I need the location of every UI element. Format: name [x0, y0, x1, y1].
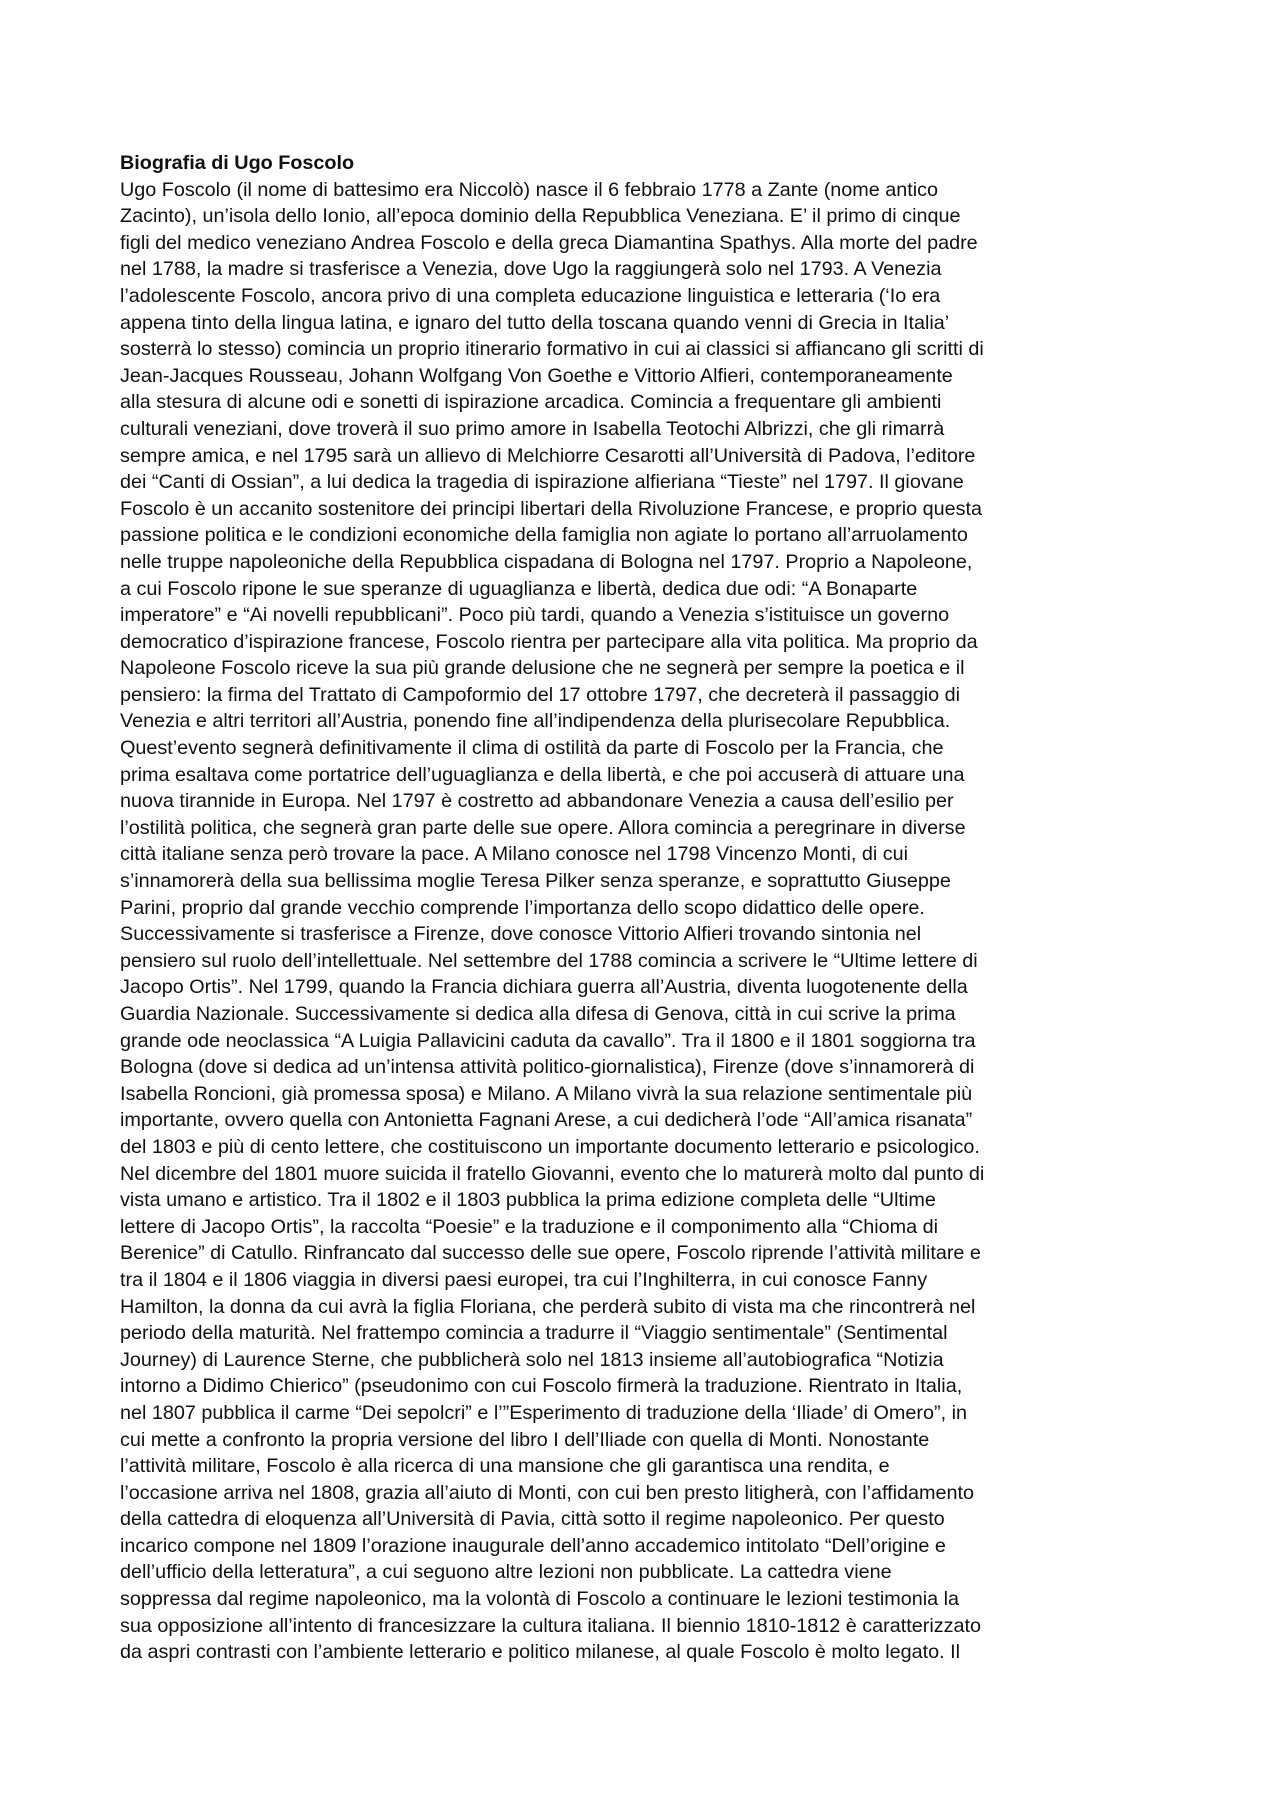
- text-line: Jacopo Ortis”. Nel 1799, quando la Francia dichiara guerra all’Austria, diventa luogotenente della: [120, 976, 968, 999]
- text-line: imperatore” e “Ai novelli repubblicani”. Poco più tardi, quando a Venezia s’istituisce un governo: [120, 604, 950, 627]
- text-line: Guardia Nazionale. Successivamente si dedica alla difesa di Genova, città in cui scrive la prima: [120, 1003, 956, 1025]
- text-line: nuova tirannide in Europa. Nel 1797 è costretto ad abbandonare Venezia a causa dell’esilio per: [120, 790, 954, 813]
- text-line: l’occasione arriva nel 1808, grazia all’aiuto di Monti, con cui ben presto litigherà, con l’affidamento: [120, 1481, 975, 1504]
- text-line: sosterrà lo stesso) comincia un proprio itinerario formativo in cui ai classici si affiancano gli scritti di: [120, 338, 984, 361]
- text-line: soppressa dal regime napoleonico, ma la volontà di Foscolo a continuare le lezioni testimonia la: [120, 1588, 959, 1611]
- text-line: Jean-Jacques Rousseau, Johann Wolfgang Von Goethe e Vittorio Alfieri, contemporaneamente: [120, 364, 953, 387]
- text-line: importante, ovvero quella con Antonietta Fagnani Arese, a cui dedicherà l’ode “All’amica risanata”: [120, 1109, 973, 1132]
- text-line: tra il 1804 e il 1806 viaggia in diversi paesi europei, tra cui l’Inghilterra, in cui conosce Fanny: [120, 1268, 928, 1291]
- text-line: nel 1807 pubblica il carme “Dei sepolcri” e l’”Esperimento di traduzione della ‘Iliade’ di Omero”, in: [120, 1401, 967, 1424]
- document-body: [120, 177, 1164, 1666]
- text-line: Napoleone Foscolo riceve la sua più grande delusione che ne segnerà per sempre la poetica e il: [120, 657, 965, 680]
- text-line: Isabella Roncioni, già promessa sposa) e Milano. A Milano vivrà la sua relazione sentimentale più: [120, 1082, 973, 1105]
- text-line: incarico compone nel 1809 l’orazione inaugurale dell’anno accademico intitolato “Dell’origine e: [120, 1534, 946, 1557]
- text-line: l’adolescente Foscolo, ancora privo di una completa educazione linguistica e letteraria (‘Io era: [120, 284, 941, 307]
- document-title: Biografia di Ugo Foscolo: [120, 152, 355, 174]
- text-line: alla stesura di alcune odi e sonetti di ispirazione arcadica. Comincia a frequentare gli ambienti: [120, 391, 942, 414]
- text-line: lettere di Jacopo Ortis”, la raccolta “Poesie” e la traduzione e il componimento alla “Chioma di: [120, 1215, 939, 1238]
- text-line: del 1803 e più di cento lettere, che costituiscono un importante documento letterario e psicologico.: [120, 1135, 980, 1158]
- text-line: intorno a Didimo Chierico” (pseudonimo con cui Foscolo firmerà la traduzione. Rientrato in Italia,: [120, 1375, 963, 1398]
- text-line: pensiero sul ruolo dell’intellettuale. Nel settembre del 1788 comincia a scrivere le “Ultime lettere di: [120, 949, 978, 972]
- text-line: Quest’evento segnerà definitivamente il clima di ostilità da parte di Foscolo per la Francia, che: [120, 737, 944, 760]
- text-line: s’innamorerà della sua bellissima moglie Teresa Pilker senza speranze, e soprattutto Giuseppe: [120, 870, 951, 893]
- text-line: dell’ufficio della letteratura”, a cui seguono altre lezioni non pubblicate. La cattedra viene: [120, 1561, 892, 1584]
- text-line: a cui Foscolo ripone le sue speranze di uguaglianza e libertà, dedica due odi: “A Bonaparte: [120, 577, 918, 600]
- text-line: sua opposizione all’intento di francesizzare la cultura italiana. Il biennio 1810-1812 è caratterizzato: [120, 1614, 982, 1637]
- text-line: l’attività militare, Foscolo è alla ricerca di una mansione che gli garantisca una rendita, e: [120, 1455, 890, 1478]
- text-line: Successivamente si trasferisce a Firenze, dove conosce Vittorio Alfieri trovando sintonia nel: [120, 923, 922, 946]
- text-line: vista umano e artistico. Tra il 1802 e il 1803 pubblica la prima edizione completa delle “Ultime: [120, 1189, 936, 1212]
- document-content: [120, 150, 1164, 1666]
- text-line: da aspri contrasti con l’ambiente letterario e politico milanese, al quale Foscolo è molto legato. Il: [120, 1641, 961, 1664]
- text-line: Journey) di Laurence Sterne, che pubblicherà solo nel 1813 insieme all’autobiografica “Notizia: [120, 1348, 944, 1371]
- text-line: Berenice” di Catullo. Rinfrancato dal successo delle sue opere, Foscolo riprende l’attività militare e: [120, 1242, 981, 1265]
- text-line: l’ostilità politica, che segnerà gran parte delle sue opere. Allora comincia a peregrinare in diverse: [120, 816, 966, 839]
- text-line: città italiane senza però trovare la pace. A Milano conosce nel 1798 Vincenzo Monti, di cui: [120, 843, 909, 866]
- text-line: culturali veneziani, dove troverà il suo primo amore in Isabella Teotochi Albrizzi, che gli rimarrà: [120, 417, 945, 440]
- text-line: dei “Canti di Ossian”, a lui dedica la tragedia di ispirazione alfieriana “Tieste” nel 1797. Il giovane: [120, 471, 964, 494]
- text-line: Nel dicembre del 1801 muore suicida il fratello Giovanni, evento che lo maturerà molto dal punto di: [120, 1162, 985, 1185]
- text-line: sempre amica, e nel 1795 sarà un allievo di Melchiorre Cesarotti all’Università di Padova, l’editore: [120, 444, 976, 467]
- text-line: democratico d’ispirazione francese, Foscolo rientra per partecipare alla vita politica. Ma proprio da: [120, 630, 978, 653]
- text-line: Zacinto), un’isola dello Ionio, all’epoca dominio della Repubblica Veneziana. E’ il primo di cinque: [120, 205, 961, 228]
- text-line: figli del medico veneziano Andrea Foscolo e della greca Diamantina Spathys. Alla morte del padre: [120, 231, 978, 254]
- text-line: pensiero: la firma del Trattato di Campoformio del 17 ottobre 1797, che decreterà il passaggio di: [120, 683, 961, 706]
- text-line: nel 1788, la madre si trasferisce a Venezia, dove Ugo la raggiungerà solo nel 1793. A Venezia: [120, 258, 942, 281]
- text-line: periodo della maturità. Nel frattempo comincia a tradurre il “Viaggio sentimentale” (Sentimental: [120, 1322, 948, 1345]
- text-line: Bologna (dove si dedica ad un’intensa attività politico-giornalistica), Firenze (dove s’innamorerà di: [120, 1056, 975, 1079]
- text-line: appena tinto della lingua latina, e ignaro del tutto della toscana quando venni di Grecia in Italia’: [120, 311, 950, 334]
- text-line: passione politica e le condizioni economiche della famiglia non agiate lo portano all’arruolamento: [120, 524, 968, 547]
- text-line: Foscolo è un accanito sostenitore dei principi libertari della Rivoluzione Francese, e proprio questa: [120, 497, 983, 520]
- text-line: Hamilton, la donna da cui avrà la figlia Floriana, che perderà subito di vista ma che rincontrerà nel: [120, 1295, 976, 1318]
- text-line: nelle truppe napoleoniche della Repubblica cispadana di Bologna nel 1797. Proprio a Napoleone,: [120, 550, 973, 573]
- text-line: cui mette a confronto la propria versione del libro I dell’Iliade con quella di Monti. Nonostante: [120, 1428, 930, 1451]
- text-line: della cattedra di eloquenza all’Università di Pavia, città sotto il regime napoleonico. Per questo: [120, 1508, 945, 1531]
- text-line: grande ode neoclassica “A Luigia Pallavicini caduta da cavallo”. Tra il 1800 e il 1801 soggiorna tra: [120, 1029, 976, 1052]
- text-line: Venezia e altri territori all’Austria, ponendo fine all’indipendenza della plurisecolare Repubblica.: [120, 710, 951, 733]
- text-line: Ugo Foscolo (il nome di battesimo era Niccolò) nasce il 6 febbraio 1778 a Zante (nome antico: [120, 178, 939, 201]
- text-line: Parini, proprio dal grande vecchio comprende l’importanza dello scopo didattico delle opere.: [120, 896, 925, 919]
- text-line: prima esaltava come portatrice dell’uguaglianza e della libertà, e che poi accuserà di attuare una: [120, 763, 965, 786]
